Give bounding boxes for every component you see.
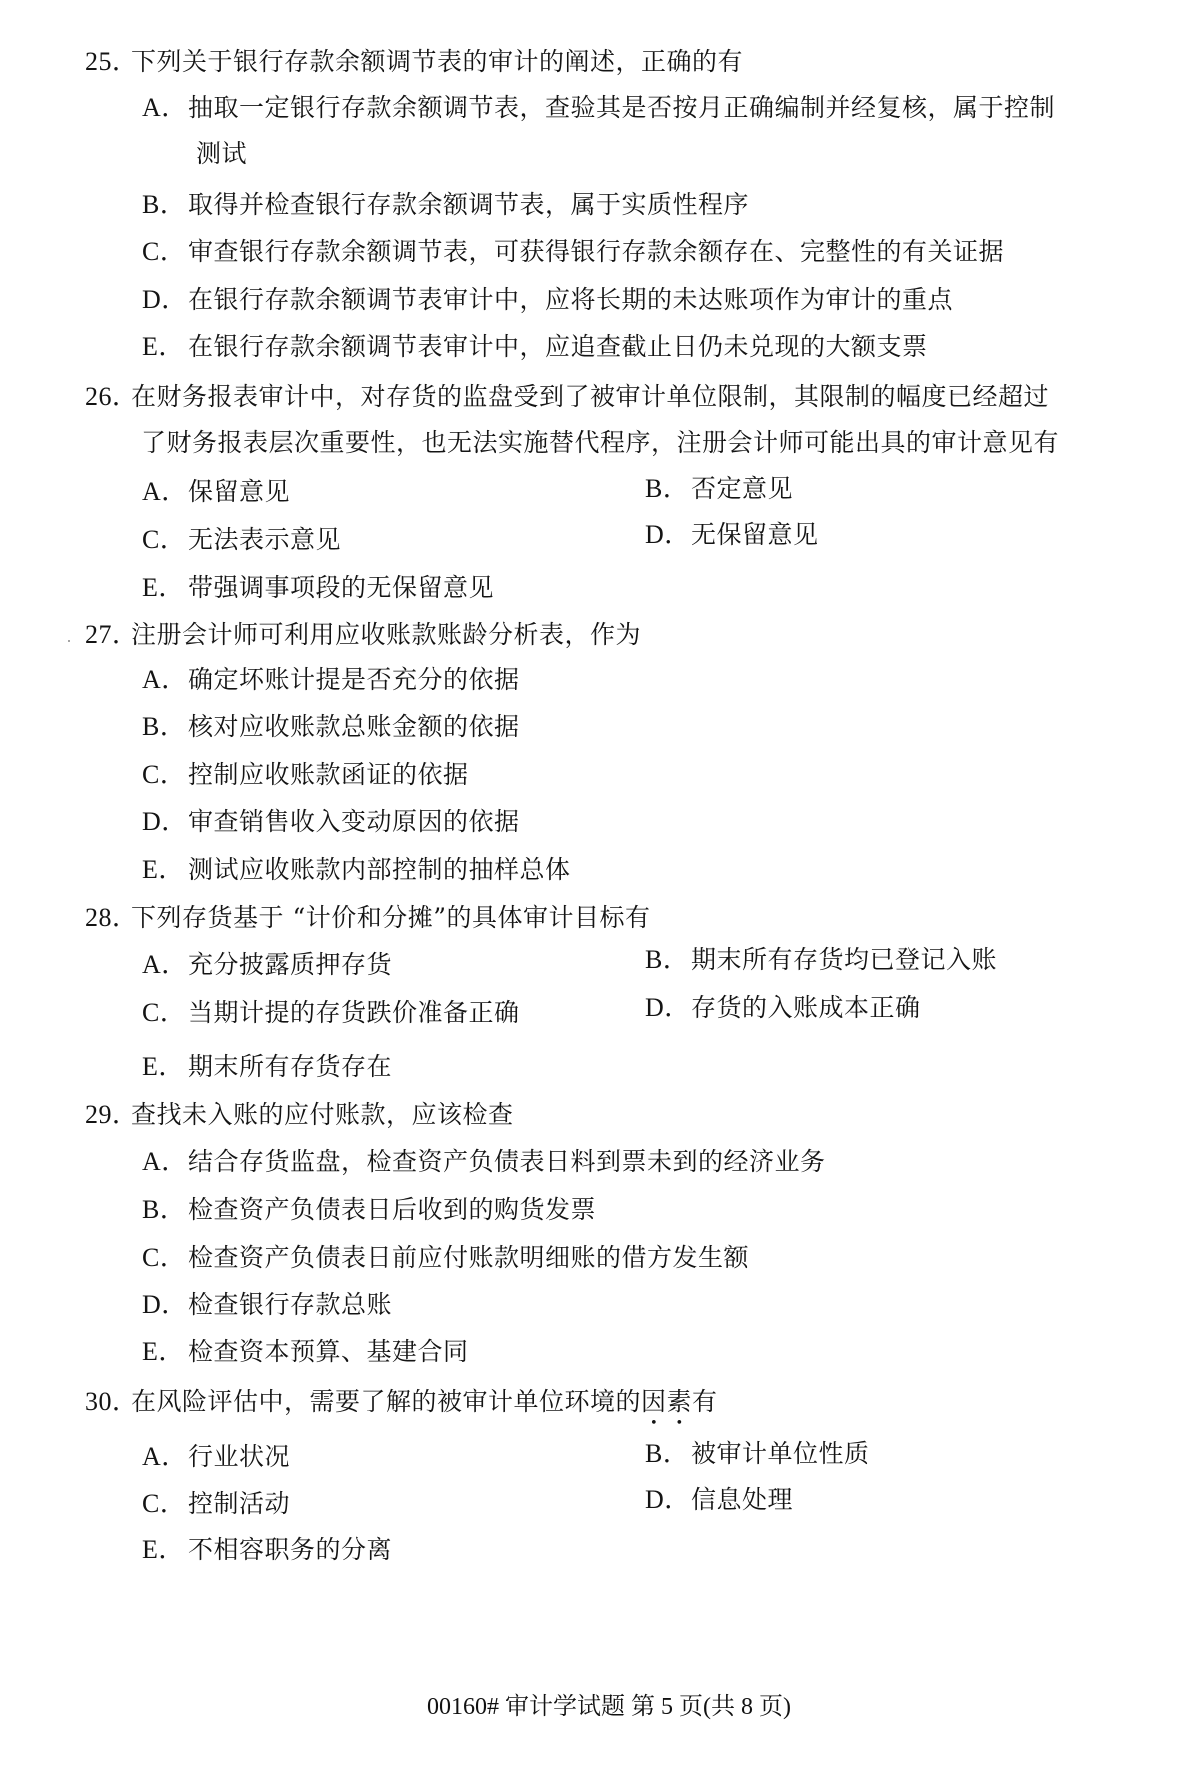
option-e	[142, 573, 494, 603]
option-label: A．	[142, 1442, 188, 1471]
question-stem	[85, 1387, 718, 1417]
stem-text: 在风险评估中，需要了解的被审计单位环境的	[131, 1387, 642, 1416]
option-label: A．	[142, 950, 188, 979]
option-label: D．	[645, 520, 691, 549]
option-label: E．	[142, 1535, 185, 1564]
option-text: 检查资产负债表日前应付账款明细账的借方发生额	[188, 1243, 750, 1272]
question-stem	[85, 47, 743, 77]
question-number: 30．	[85, 1387, 139, 1416]
option-label: A．	[142, 1147, 188, 1176]
stem-emphasis: 因素	[641, 1387, 693, 1416]
page-footer: 00160# 审计学试题 第 5 页(共 8 页)	[427, 1694, 791, 1720]
option-a	[142, 93, 1055, 123]
question-number: 29．	[85, 1100, 139, 1129]
option-b	[645, 474, 793, 504]
option-label: D．	[142, 285, 188, 314]
option-text: 期末所有存货存在	[188, 1052, 393, 1081]
option-a	[142, 477, 290, 507]
option-d	[645, 993, 921, 1023]
option-b	[142, 712, 520, 742]
option-c	[142, 1489, 290, 1519]
option-e	[142, 332, 928, 362]
option-text: 否定意见	[691, 474, 794, 503]
option-c	[142, 998, 520, 1028]
option-label: D．	[645, 993, 691, 1022]
option-text: 取得并检查银行存款余额调节表，属于实质性程序	[188, 190, 750, 219]
question-stem	[85, 620, 641, 650]
option-e	[142, 1535, 392, 1565]
option-e	[142, 855, 571, 885]
option-label: C．	[142, 1489, 187, 1518]
option-text: 检查资产负债表日后收到的购货发票	[188, 1195, 597, 1224]
option-text: 审查销售收入变动原因的依据	[188, 807, 520, 836]
option-label: B．	[645, 945, 690, 974]
stem-text: 在财务报表审计中，对存货的监盘受到了被审计单位限制，其限制的幅度已经超过	[131, 382, 1050, 411]
question-stem-line-2: 了财务报表层次重要性，也无法实施替代程序，注册会计师可能出具的审计意见有	[141, 428, 1060, 457]
stem-suffix: 有	[692, 1387, 718, 1416]
option-label: C．	[142, 998, 187, 1027]
option-text: 抽取一定银行存款余额调节表，查验其是否按月正确编制并经复核，属于控制	[188, 93, 1056, 122]
option-text: 无法表示意见	[188, 525, 342, 554]
option-c	[142, 760, 469, 790]
option-text: 检查银行存款总账	[188, 1290, 393, 1319]
option-text: 控制活动	[188, 1489, 291, 1518]
option-label: C．	[142, 760, 187, 789]
option-label: C．	[142, 1243, 187, 1272]
option-label: B．	[142, 712, 187, 741]
option-a	[142, 665, 520, 695]
option-c	[142, 1243, 749, 1273]
option-label: E．	[142, 1052, 185, 1081]
option-label: D．	[142, 1290, 188, 1319]
option-b	[645, 1439, 870, 1469]
option-label: C．	[142, 525, 187, 554]
option-label: D．	[142, 807, 188, 836]
option-text: 确定坏账计提是否充分的依据	[188, 665, 520, 694]
option-label: E．	[142, 855, 185, 884]
option-text: 当期计提的存货跌价准备正确	[188, 998, 520, 1027]
option-text: 测试应收账款内部控制的抽样总体	[188, 855, 571, 884]
option-text: 无保留意见	[691, 520, 819, 549]
option-a	[142, 950, 392, 980]
stem-text: 注册会计师可利用应收账款账龄分析表，作为	[131, 620, 642, 649]
option-text: 被审计单位性质	[691, 1439, 870, 1468]
option-label: A．	[142, 477, 188, 506]
option-label: A．	[142, 93, 188, 122]
option-label: E．	[142, 332, 185, 361]
option-label: B．	[142, 1195, 187, 1224]
question-stem	[85, 1100, 514, 1130]
option-e	[142, 1052, 392, 1082]
option-a-continuation: 测试	[196, 139, 248, 168]
stem-text: 查找未入账的应付账款，应该检查	[131, 1100, 514, 1129]
option-text: 审查银行存款余额调节表，可获得银行存款余额存在、完整性的有关证据	[188, 237, 1005, 266]
option-text: 充分披露质押存货	[188, 950, 393, 979]
option-d	[142, 1290, 392, 1320]
option-c	[142, 237, 1004, 267]
question-number: 28．	[85, 903, 139, 932]
option-label: E．	[142, 1337, 185, 1366]
option-b	[645, 945, 997, 975]
option-b	[142, 190, 749, 220]
option-text: 信息处理	[691, 1485, 794, 1514]
option-text: 检查资本预算、基建合同	[188, 1337, 469, 1366]
option-text: 结合存货监盘，检查资产负债表日料到票未到的经济业务	[188, 1147, 826, 1176]
option-text: 核对应收账款总账金额的依据	[188, 712, 520, 741]
stem-text: 下列存货基于 “计价和分摊”的具体审计目标有	[131, 903, 651, 932]
option-label: B．	[645, 1439, 690, 1468]
question-number: 27．	[85, 620, 139, 649]
option-d	[142, 807, 520, 837]
option-text: 不相容职务的分离	[188, 1535, 393, 1564]
option-text: 控制应收账款函证的依据	[188, 760, 469, 789]
option-label: B．	[142, 190, 187, 219]
option-e	[142, 1337, 469, 1367]
question-number: 25．	[85, 47, 139, 76]
option-label: D．	[645, 1485, 691, 1514]
option-d	[645, 1485, 793, 1515]
option-label: A．	[142, 665, 188, 694]
option-d	[142, 285, 953, 315]
option-text: 带强调事项段的无保留意见	[188, 573, 495, 602]
stem-text: 下列关于银行存款余额调节表的审计的阐述，正确的有	[131, 47, 744, 76]
option-label: B．	[645, 474, 690, 503]
option-text: 在银行存款余额调节表审计中，应追查截止日仍未兑现的大额支票	[188, 332, 928, 361]
option-d	[645, 520, 819, 550]
scan-speck	[68, 640, 70, 642]
option-label: E．	[142, 573, 185, 602]
question-stem	[85, 382, 1049, 412]
option-text: 存货的入账成本正确	[691, 993, 921, 1022]
option-text: 期末所有存货均已登记入账	[691, 945, 998, 974]
option-a	[142, 1147, 826, 1177]
option-c	[142, 525, 341, 555]
option-text: 行业状况	[188, 1442, 291, 1471]
option-label: C．	[142, 237, 187, 266]
question-number: 26．	[85, 382, 139, 411]
option-text: 保留意见	[188, 477, 291, 506]
option-text: 在银行存款余额调节表审计中，应将长期的未达账项作为审计的重点	[188, 285, 954, 314]
question-stem	[85, 903, 651, 933]
option-a	[142, 1442, 290, 1472]
option-b	[142, 1195, 596, 1225]
